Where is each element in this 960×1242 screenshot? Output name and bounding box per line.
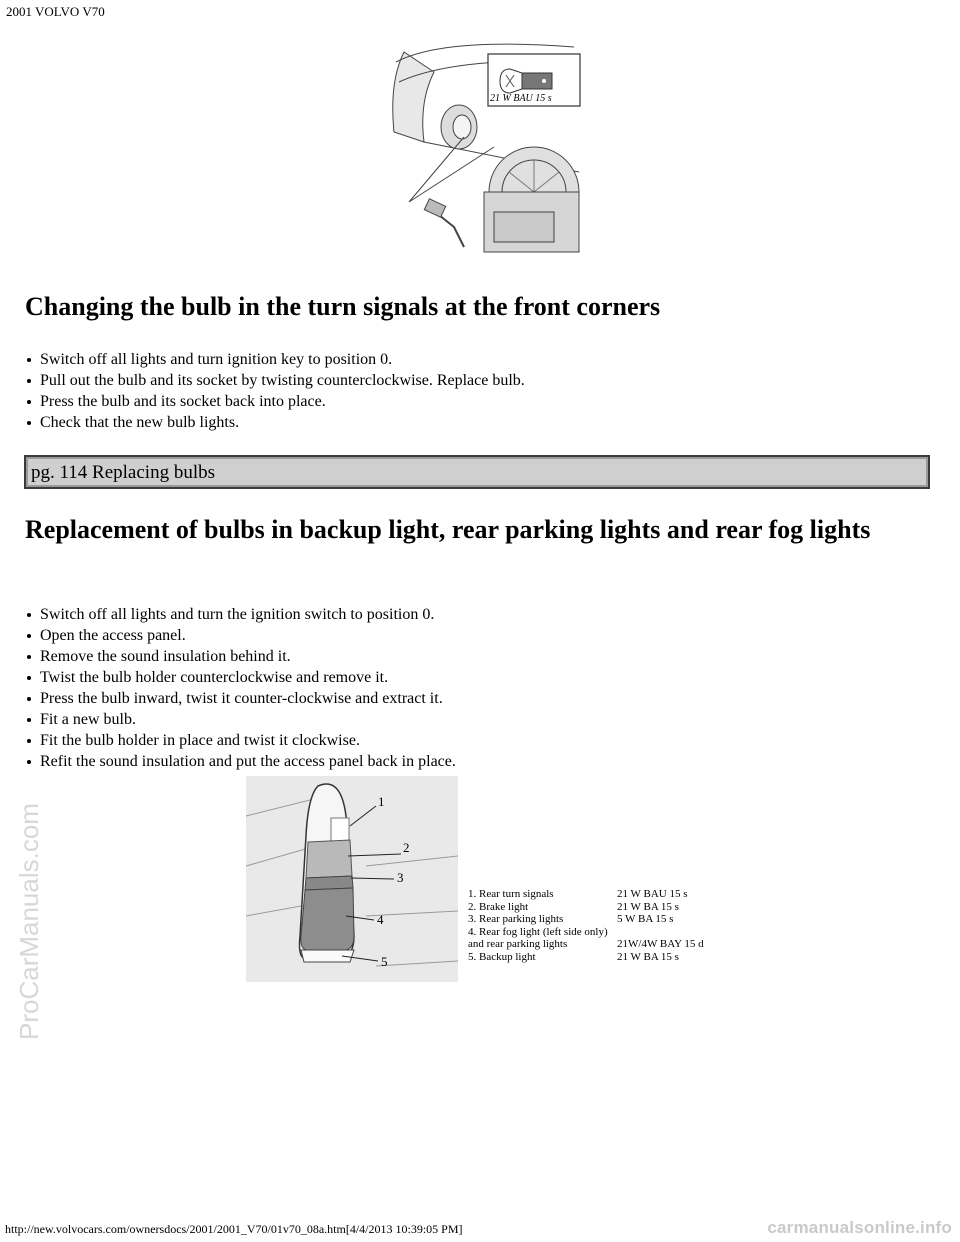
legend-row: 4. Rear fog light (left side only) (468, 925, 608, 938)
list-item: Switch off all lights and turn ignition key to position 0. (25, 349, 525, 370)
list-item: Remove the sound insulation behind it. (25, 646, 456, 667)
list-item: Check that the new bulb lights. (25, 412, 525, 433)
legend-row: 2. Brake light 21 W BA 15 s (468, 900, 679, 913)
list-item: Fit the bulb holder in place and twist it clockwise. (25, 730, 456, 751)
rear-lights-steps (25, 604, 456, 772)
footer-site-logo: carmanualsonline.info (767, 1218, 952, 1237)
section-heading-front-turn-signals: Changing the bulb in the turn signals at the front corners (25, 292, 661, 321)
callout-2: 2 (403, 840, 410, 855)
legend-row: 5. Backup light 21 W BA 15 s (468, 950, 679, 963)
legend-row: 3. Rear parking lights 5 W BA 15 s (468, 913, 674, 926)
list-item: Switch off all lights and turn the ignition switch to position 0. (25, 604, 456, 625)
source-url: http://new.volvocars.com/ownersdocs/2001/2001_V70/01v70_08a.htm[4/4/2013 10:39:05 PM] (5, 1222, 463, 1236)
page-reference-bar (24, 455, 930, 489)
callout-1: 1 (378, 794, 385, 809)
rear-light-cluster-illustration (246, 776, 458, 982)
callout-4: 4 (377, 912, 384, 927)
bulb-spec-label: 21 W BAU 15 s (490, 93, 552, 104)
list-item: Pull out the bulb and its socket by twisting counterclockwise. Replace bulb. (25, 370, 525, 391)
bulb-legend (468, 888, 718, 964)
document-header: 2001 VOLVO V70 (6, 4, 105, 19)
list-item: Refit the sound insulation and put the access panel back in place. (25, 751, 456, 772)
list-item: Press the bulb inward, twist it counter-clockwise and extract it. (25, 688, 456, 709)
list-item: Fit a new bulb. (25, 709, 456, 730)
page-reference-label: pg. 114 Replacing bulbs (31, 462, 215, 483)
callout-5: 5 (381, 954, 388, 969)
list-item: Press the bulb and its socket back into place. (25, 391, 525, 412)
list-item: Twist the bulb holder counterclockwise and remove it. (25, 667, 456, 688)
callout-3: 3 (397, 870, 404, 885)
legend-row: 1. Rear turn signals 21 W BAU 15 s (468, 888, 688, 900)
list-item: Open the access panel. (25, 625, 456, 646)
front-turn-signal-illustration (384, 42, 584, 267)
front-turn-signal-steps (25, 349, 525, 433)
legend-row: and rear parking lights 21W/4W BAY 15 d (468, 938, 704, 951)
section-heading-rear-lights: Replacement of bulbs in backup light, rear parking lights and rear fog lights (25, 515, 871, 544)
